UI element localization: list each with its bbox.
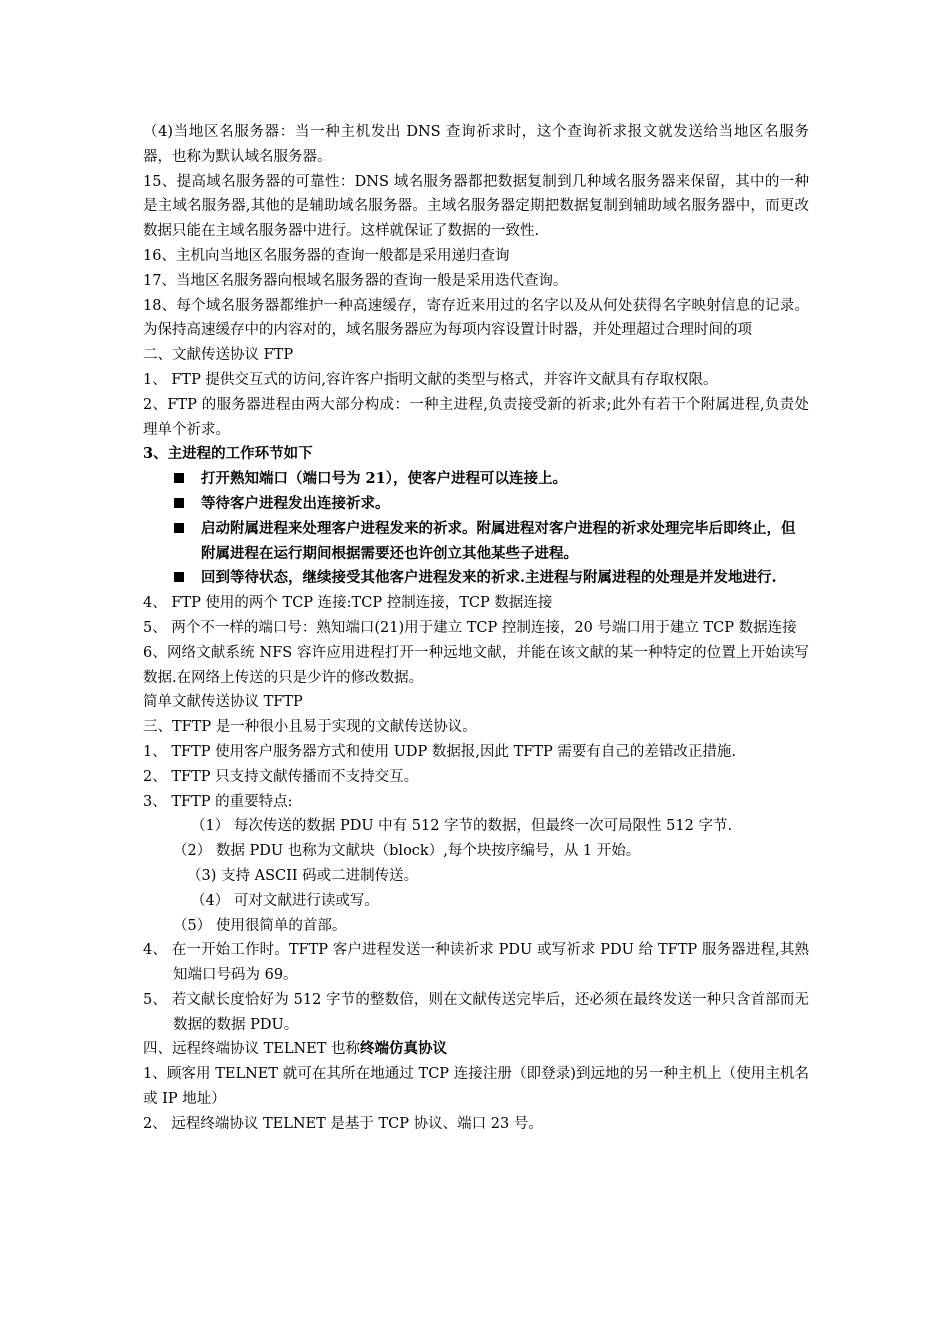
bullet-list-item <box>143 492 809 517</box>
paragraph-tftp-5: 5、 若文献长度恰好为 512 字节的整数倍，则在文献传送完毕后，还必须在最终发送一种只含首部而无数据的数据 PDU。 <box>143 991 809 1033</box>
paragraph-ftp-4: 4、 FTP 使用的两个 TCP 连接:TCP 控制连接，TCP 数据连接 <box>143 595 553 612</box>
square-bullet-icon <box>174 498 184 508</box>
tftp-feature-1: （1） 每次传送的数据 PDU 中有 512 字节的数据，但最终一次可局限性 512 字节. <box>191 818 733 835</box>
telnet-heading-text: 四、远程终端协议 TELNET 也称 <box>143 1041 361 1058</box>
section-heading-tftp: 三、TFTP 是一种很小且易于实现的文献传送协议。 <box>143 719 477 736</box>
tftp-feature-2: （2） 数据 PDU 也称为文献块（block）,每个块按序编号，从 1 开始。 <box>173 843 641 860</box>
section-heading-telnet <box>143 1037 809 1062</box>
paragraph-tftp-2: 2、 TFTP 只支持文献传播而不支持交互。 <box>143 768 419 785</box>
tftp-feature-5: （5） 使用很简单的首部。 <box>173 917 347 934</box>
section-heading-ftp: 二、文献传送协议 FTP <box>143 347 294 364</box>
paragraph-ftp-5: 5、 两个不一样的端口号：熟知端口(21)用于建立 TCP 控制连接，20 号端口用于建立 TCP 数据连接 <box>143 619 797 636</box>
tftp-feature-4: （4） 可对文献进行读或写。 <box>191 892 379 909</box>
paragraph-tftp-3: 3、 TFTP 的重要特点: <box>143 793 293 810</box>
square-bullet-icon <box>174 523 184 533</box>
bullet-text: 等待客户进程发出连接祈求。 <box>201 494 390 512</box>
paragraph-tftp-4: 4、 在一开始工作时。TFTP 客户进程发送一种读祈求 PDU 或写祈求 PDU 给 TFTP 服务器进程,其熟知端口号码为 69。 <box>143 942 809 984</box>
heading-tftp: 简单文献传送协议 TFTP <box>143 694 303 711</box>
bullet-text: 启动附属进程来处理客户进程发来的祈求。附属进程对客户进程的祈求处理完毕后即终止，但附属进程在运行期间根据需要还也许创立其他某些子进程。 <box>201 519 796 562</box>
telnet-heading-bold-text: 终端仿真协议 <box>360 1040 448 1058</box>
bullet-list-item <box>143 517 809 567</box>
paragraph-ftp-1: 1、 FTP 提供交互式的访问,容许客户指明文献的类型与格式，并容许文献具有存取权限。 <box>143 371 718 388</box>
paragraph-tftp-1: 1、 TFTP 使用客户服务器方式和使用 UDP 数据报,因此 TFTP 需要有自己的差错改正措施. <box>143 743 737 760</box>
bullet-list-item <box>143 467 809 492</box>
paragraph-telnet-1: 1、顾客用 TELNET 就可在其所在地通过 TCP 连接注册（即登录)到远地的另一种主机上（使用主机名或 IP 地址） <box>143 1066 809 1108</box>
square-bullet-icon <box>174 572 184 582</box>
document-body <box>143 120 809 1137</box>
paragraph-dns-cache: 18、每个域名服务器都维护一种高速缓存，寄存近来用过的名字以及从何处获得名字映射信息的记录。为保持高速缓存中的内容对的，域名服务器应为每项内容设置计时器，并处理超过合理时间的项 <box>143 297 809 339</box>
square-bullet-icon <box>174 473 184 483</box>
paragraph-telnet-2: 2、 远程终端协议 TELNET 是基于 TCP 协议、端口 23 号。 <box>143 1115 543 1132</box>
paragraph-iterative-query: 17、当地区名服务器向根域名服务器的查询一般是采用迭代查询。 <box>143 272 568 289</box>
bullet-list-item <box>143 566 809 591</box>
paragraph-ftp-3-heading: 3、主进程的工作环节如下 <box>143 445 313 463</box>
paragraph-dns-reliability: 15、提高域名服务器的可靠性：DNS 域名服务器都把数据复制到几种域名服务器来保留，其中的一种是主域名服务器,其他的是辅助域名服务器。主域名服务器定期把数据复制到辅助域名服务器中，而更改数据只能在主域名服务器中进行。这样就保证了数据的一致性. <box>143 173 809 240</box>
paragraph-ftp-2: 2、FTP 的服务器进程由两大部分构成：一种主进程,负责接受新的祈求;此外有若干个附属进程,负责处理单个祈求。 <box>143 396 809 438</box>
bullet-text: 打开熟知端口（端口号为 21），使客户进程可以连接上。 <box>201 470 567 488</box>
bullet-text: 回到等待状态，继续接受其他客户进程发来的祈求.主进程与附属进程的处理是并发地进行. <box>201 569 777 587</box>
paragraph-nfs: 6、网络文献系统 NFS 容许应用进程打开一种远地文献，并能在该文献的某一种特定的位置上开始读写数据.在网络上传送的只是少许的修改数据。 <box>143 644 809 686</box>
tftp-feature-3: （3) 支持 ASCII 码或二进制传送。 <box>187 867 419 884</box>
paragraph-local-dns-server: （4)当地区名服务器：当一种主机发出 DNS 查询祈求时，这个查询祈求报文就发送给当地区名服务器，也称为默认域名服务器。 <box>143 124 809 165</box>
paragraph-recursive-query: 16、主机向当地区名服务器的查询一般都是采用递归查询 <box>143 247 510 264</box>
